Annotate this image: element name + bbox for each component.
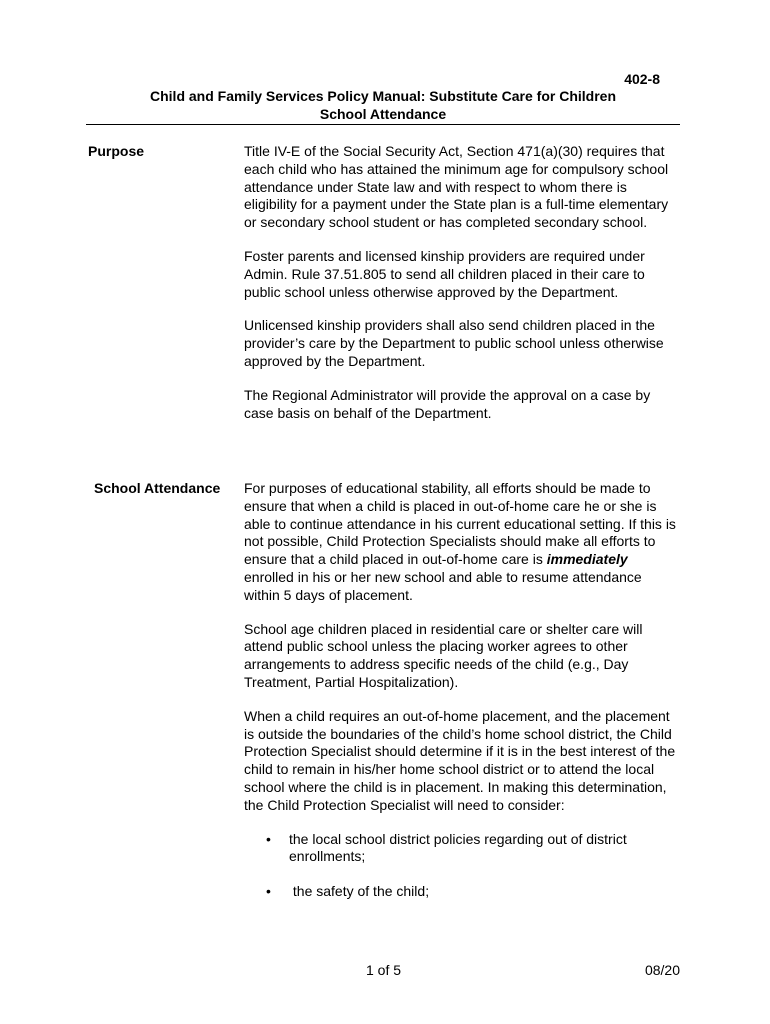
purpose-paragraph: Foster parents and licensed kinship providers are required under Admin. Rule 37.51.805 to send all children placed in their care to public school unless otherwise approved by the Department.	[244, 247, 645, 300]
bullet-icon: •	[266, 883, 271, 900]
purpose-label: Purpose	[88, 143, 145, 159]
attendance-paragraph: When a child requires an out-of-home placement, and the placement is outside the boundaries of the child’s home school district, the Child Protection Specialist should determine if it is in the best interest of the child to remain in his/her home school district or to attend the local school where the child is in placement. In making this determination, the Child Protection Specialist will need to consider:	[244, 707, 676, 813]
emphasis-immediately: immediately	[546, 551, 628, 568]
purpose-body	[244, 143, 676, 438]
list-item	[244, 883, 676, 901]
list-item-text: the local school district policies regarding out of district enrollments;	[289, 830, 627, 865]
bullet-icon: •	[266, 830, 271, 847]
footer-page-count: 1 of 5	[366, 962, 402, 978]
paragraph-text: For purposes of educational stability, all efforts should be made to ensure that when a child is placed in out-of-home care he or she is able to continue attendance in his current educational setting. If this is not possible, Child Protection Specialists should make all efforts to ensure that a child placed in out-of-home care is	[244, 480, 676, 568]
header-divider	[86, 124, 680, 125]
footer-date: 08/20	[644, 962, 680, 978]
manual-title: Child and Family Services Policy Manual: Substitute Care for Children	[150, 88, 616, 104]
school-attendance-label: School Attendance	[94, 480, 221, 496]
paragraph-text: enrolled in his or her new school and able to resume attendance within 5 days of placement.	[244, 568, 642, 603]
attendance-paragraph	[244, 480, 676, 605]
section-title: School Attendance	[319, 106, 447, 122]
page-number: 402-8	[624, 71, 660, 87]
purpose-paragraph: The Regional Administrator will provide the approval on a case by case basis on behalf of the Department.	[244, 386, 651, 421]
purpose-paragraph: Title IV-E of the Social Security Act, Section 471(a)(30) requires that each child who has attained the minimum age for compulsory school attendance under State law and with respect to whom there is eligibility for a payment under the State plan is a full-time elementary or secondary school student or has completed secondary school.	[244, 143, 669, 231]
consideration-list	[244, 831, 676, 901]
school-attendance-body	[244, 480, 676, 918]
attendance-paragraph: School age children placed in residential care or shelter care will attend public school unless the placing worker agrees to other arrangements to address specific needs of the child (e.g., Day Treatment, Partial Hospitalization).	[244, 620, 643, 690]
list-item-text: the safety of the child;	[289, 883, 430, 900]
purpose-paragraph: Unlicensed kinship providers shall also send children placed in the provider’s care by the Department to public school unless otherwise approved by the Department.	[244, 317, 664, 369]
list-item	[244, 831, 676, 867]
